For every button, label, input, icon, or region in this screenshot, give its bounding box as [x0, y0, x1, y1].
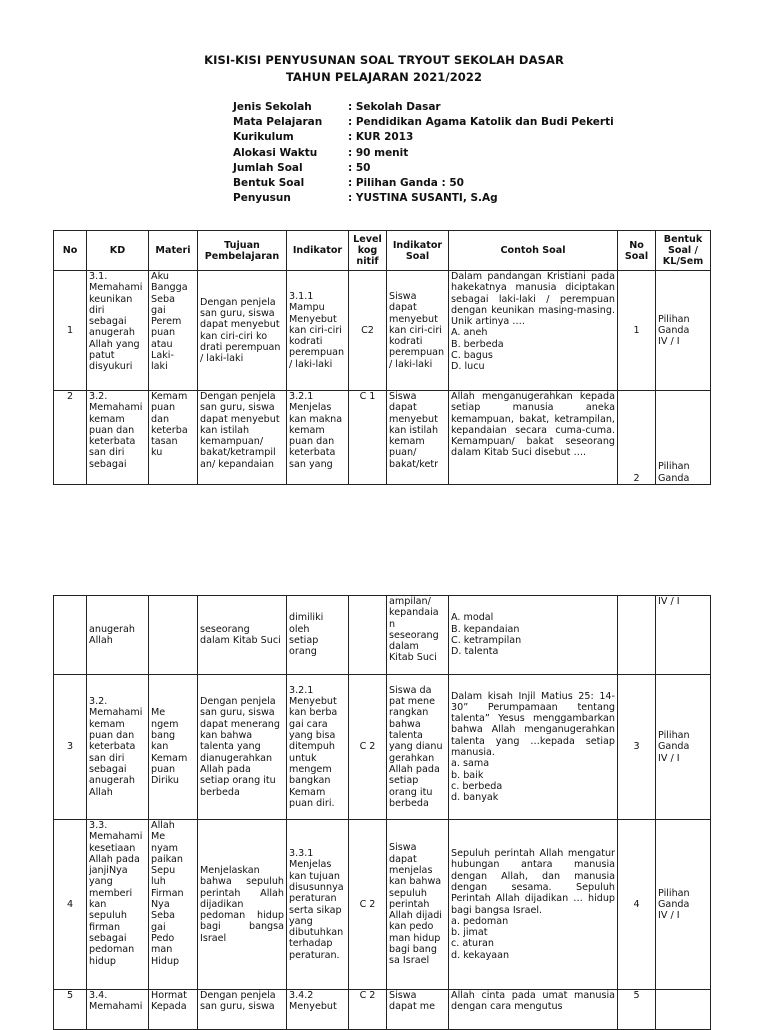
cell-indikator-soal: ampilan/ kepandaia n seseorang dalam Kitab Suci: [387, 596, 449, 675]
question-text: Dalam kisah Injil Matius 25: 14-30” Perumpamaan tentang talenta” Yesus menggambarkan bahwa Allah menganugerahkan talenta yang …kepada setiap manusia.: [451, 690, 615, 758]
document-subtitle: TAHUN PELAJARAN 2021/2022: [285, 70, 483, 84]
table-row: [54, 675, 711, 820]
header-contoh-soal: Contoh Soal: [449, 231, 618, 271]
table-header-row: [54, 231, 711, 271]
option: d. kekayaan: [451, 949, 510, 961]
option: D. lucu: [451, 361, 485, 373]
header-no-soal: No Soal: [618, 231, 656, 271]
cell-indikator-soal: Siswa da pat mene rangkan bahwa talenta yang dianu gerahkan Allah pada setiap orang itu berbeda: [387, 675, 449, 820]
cell-level: [349, 596, 387, 675]
cell-indikator: 3.3.1 Menjelas kan tujuan disusunnya peraturan serta sikap yang dibutuhkan terhadap peraturan.: [287, 820, 349, 990]
cell-no: 2: [54, 391, 87, 485]
question-text: Dalam pandangan Kristiani pada hakekatnya manusia diciptakan sebagai laki-laki / perempuan dengan keunikan masing-masing. Unik artinya ….: [451, 271, 615, 328]
cell-indikator: 3.2.1 Menyebut kan berba gai cara yang bisa ditempuh untuk mengem bangkan Kemam puan diri.: [287, 675, 349, 820]
cell-bentuk-soal: Pilihan Ganda IV / I: [656, 271, 711, 391]
cell-indikator-soal: Siswa dapat menyebut kan istilah kemam puan/ bakat/ketr: [387, 391, 449, 485]
meta-row-penyusun: [233, 191, 614, 206]
header-level: Level kog nitif: [349, 231, 387, 271]
meta-key: Jumlah Soal: [233, 161, 303, 174]
header-tujuan: Tujuan Pembelajaran: [198, 231, 287, 271]
cell-indikator-soal: Siswa dapat me: [387, 990, 449, 1030]
cell-bentuk-soal: IV / I: [656, 596, 711, 675]
option: d. banyak: [451, 792, 499, 804]
cell-no: 3: [54, 675, 87, 820]
meta-key: Alokasi Waktu: [233, 146, 318, 159]
cell-no: 5: [54, 990, 87, 1030]
cell-contoh-soal: [449, 820, 618, 990]
cell-level: C 2: [349, 675, 387, 820]
option: C. bagus: [451, 350, 493, 362]
cell-no-soal: 5: [618, 990, 656, 1030]
meta-key: Kurikulum: [233, 131, 294, 144]
option: B. kepandaian: [451, 623, 520, 635]
cell-kd: 3.3. Memahami kesetiaan Allah pada janjiNya yang memberi kan sepuluh firman sebagai pedoman hidup: [87, 820, 149, 990]
cell-kd: 3.2. Memahami kemam puan dan keterbata san diri sebagai anugerah Allah: [87, 675, 149, 820]
meta-key: Jenis Sekolah: [233, 101, 312, 113]
option: a. sama: [451, 758, 490, 770]
cell-no-soal: 1: [618, 271, 656, 391]
cell-indikator: 3.1.1 Mampu Menyebut kan ciri-ciri kodrati perempuan / laki-laki: [287, 271, 349, 391]
cell-materi: Aku Bangga Seba gai Perem puan atau Laki- laki: [149, 271, 198, 391]
option: A. modal: [451, 612, 494, 624]
option: c. berbeda: [451, 780, 503, 792]
table-row: [54, 271, 711, 391]
cell-no-soal: 4: [618, 820, 656, 990]
cell-materi: Me ngem bang kan Kemam puan Diriku: [149, 675, 198, 820]
option: b. baik: [451, 769, 484, 781]
header-kd: KD: [87, 231, 149, 271]
option: b. jimat: [451, 927, 488, 939]
header-materi: Materi: [149, 231, 198, 271]
cell-bentuk-soal: Pilihan Ganda IV / I: [656, 820, 711, 990]
meta-row-jenis-sekolah: [233, 100, 614, 115]
meta-value: : YUSTINA SUSANTI, S.Ag: [348, 192, 498, 205]
meta-row-bentuk-soal: [233, 176, 614, 191]
meta-value: : Pilihan Ganda : 50: [348, 176, 464, 189]
table-row: [54, 596, 711, 675]
cell-materi: Kemam puan dan keterba tasan ku: [149, 391, 198, 485]
meta-value: : 50: [348, 161, 371, 174]
meta-row-mata-pelajaran: [233, 115, 614, 130]
cell-materi: Allah Me nyam paikan Sepu luh Firman Nya Seba gai Pedo man Hidup: [149, 820, 198, 990]
cell-bentuk-soal: Pilihan Ganda IV / I: [656, 675, 711, 820]
cell-no: 4: [54, 820, 87, 990]
cell-level: C 1: [349, 391, 387, 485]
option: B. berbeda: [451, 338, 504, 350]
cell-kd: 3.1. Memahami keunikan diri sebagai anugerah Allah yang patut disyukuri: [87, 271, 149, 391]
meta-row-alokasi-waktu: [233, 146, 614, 161]
document-title: KISI-KISI PENYUSUNAN SOAL TRYOUT SEKOLAH DASAR: [204, 53, 564, 67]
header-no: No: [54, 231, 87, 271]
cell-materi: Hormat Kepada: [149, 990, 198, 1030]
cell-contoh-soal: Allah cinta pada umat manusia dengan cara mengutus: [449, 990, 618, 1030]
meta-row-kurikulum: [233, 130, 614, 145]
cell-indikator: 3.2.1 Menjelas kan makna kemam puan dan keterbata san yang: [287, 391, 349, 485]
cell-kd: anugerah Allah: [87, 596, 149, 675]
cell-no: 1: [54, 271, 87, 391]
meta-key: Penyusun: [233, 192, 291, 205]
cell-contoh-soal: [449, 271, 618, 391]
cell-kd: 3.2. Memahami kemam puan dan keterbata san diri sebagai: [87, 391, 149, 485]
cell-no-soal: 3: [618, 675, 656, 820]
cell-bentuk-soal: Pilihan Ganda: [656, 391, 711, 485]
cell-tujuan: Dengan penjela san guru, siswa: [198, 990, 287, 1030]
cell-no: [54, 596, 87, 675]
header-bentuk-soal: Bentuk Soal / KL/Sem: [656, 231, 711, 271]
cell-tujuan: Dengan penjela san guru, siswa dapat menerang kan bahwa talenta yang dianugerahkan Allah pada setiap orang itu berbeda: [198, 675, 287, 820]
option: c. aturan: [451, 938, 494, 950]
cell-indikator-soal: Siswa dapat menyebut kan ciri-ciri kodrati perempuan / laki-laki: [387, 271, 449, 391]
table-row: [54, 391, 711, 485]
cell-tujuan: Dengan penjela san guru, siswa dapat menyebut kan istilah kemampuan/ bakat/ketrampil an/ kepandaian: [198, 391, 287, 485]
cell-materi: [149, 596, 198, 675]
cell-no-soal: [618, 596, 656, 675]
header-indikator: Indikator: [287, 231, 349, 271]
meta-value: : 90 menit: [348, 146, 409, 159]
document-meta: [233, 100, 614, 206]
table-row: [54, 820, 711, 990]
cell-kd: 3.4. Memahami: [87, 990, 149, 1030]
cell-contoh-soal: [449, 596, 618, 675]
option: D. talenta: [451, 646, 499, 658]
meta-row-jumlah-soal: [233, 161, 614, 176]
kisi-kisi-table-part1: [53, 230, 711, 485]
kisi-kisi-table-part2: [53, 595, 711, 1030]
cell-level: C 2: [349, 820, 387, 990]
cell-level: C2: [349, 271, 387, 391]
cell-tujuan: Dengan penjela san guru, siswa dapat menyebut kan ciri-ciri ko drati perempuan / laki-laki: [198, 271, 287, 391]
meta-key: Mata Pelajaran: [233, 116, 323, 129]
cell-indikator: dimiliki oleh setiap orang: [287, 596, 349, 675]
cell-indikator: 3.4.2 Menyebut: [287, 990, 349, 1030]
cell-contoh-soal: [449, 675, 618, 820]
question-text: Sepuluh perintah Allah mengatur hubungan antara manusia dengan Allah, dan manusia dengan sesama. Sepuluh Perintah Allah dijadikan … hidup bagi bangsa Israel.: [451, 848, 615, 916]
meta-value: : KUR 2013: [348, 131, 414, 144]
option: C. ketrampilan: [451, 635, 522, 646]
option: A. aneh: [451, 327, 488, 339]
meta-key: Bentuk Soal: [233, 176, 305, 189]
cell-indikator-soal: Siswa dapat menjelas kan bahwa sepuluh perintah Allah dijadi kan pedo man hidup bagi bang sa Israel: [387, 820, 449, 990]
cell-no-soal: 2: [618, 391, 656, 485]
cell-tujuan: seseorang dalam Kitab Suci: [198, 596, 287, 675]
meta-value: : Sekolah Dasar: [348, 101, 441, 113]
cell-level: C 2: [349, 990, 387, 1030]
option: a. pedoman: [451, 915, 509, 927]
header-indikator-soal: Indikator Soal: [387, 231, 449, 271]
meta-value: : Pendidikan Agama Katolik dan Budi Pekerti: [348, 116, 614, 129]
cell-contoh-soal: Allah menganugerahkan kepada setiap manusia aneka kemampuan, bakat, ketrampilan, kepandaian secara cuma-cuma. Kemampuan/ bakat seseorang dalam Kitab Suci disebut ….: [449, 391, 618, 485]
cell-tujuan: Menjelaskan bahwa sepuluh perintah Allah dijadikan pedoman hidup bagi bangsa Israel: [198, 820, 287, 990]
